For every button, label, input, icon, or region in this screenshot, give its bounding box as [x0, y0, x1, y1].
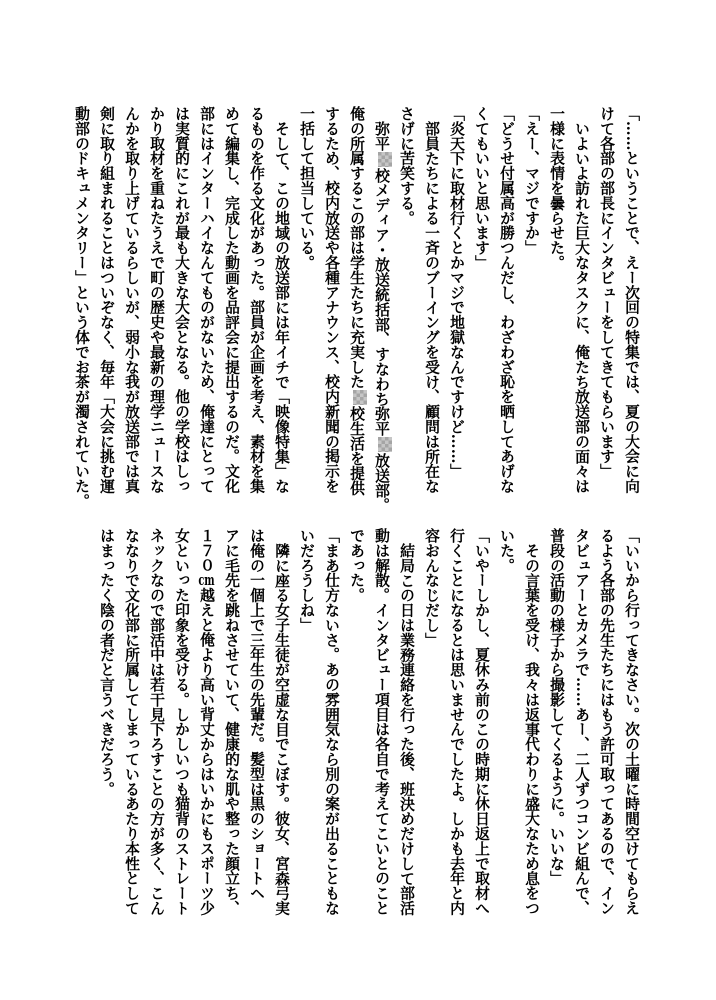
- text-column-top-3: [569, 106, 594, 513]
- text-column-bottom-14: [294, 528, 319, 926]
- text-run: １７０: [198, 528, 215, 573]
- text-column-top-13: [319, 106, 344, 498]
- text-run: 「……ということで、えー次回の特集では、夏の大会に向: [623, 106, 640, 494]
- text-column-top-23: [69, 106, 94, 509]
- text-column-top-17: [219, 106, 244, 498]
- text-column-bottom-9: [419, 528, 444, 926]
- tate-chu-yoko-text: cm: [198, 572, 215, 588]
- text-run: くてもいいと思います」: [473, 106, 490, 270]
- censored-text-block: [378, 437, 392, 452]
- text-run: そして、この地域の放送部には年イチで「映像特集」な: [273, 120, 290, 494]
- text-run: いだろうしね」: [298, 528, 315, 633]
- text-column-top-16: [244, 106, 269, 498]
- text-run: 隣に座る女子生徒が空虚な目でこぼす。彼女、宮森弓実: [273, 542, 290, 916]
- text-column-top-21: [119, 106, 144, 498]
- text-column-top-9: [419, 106, 444, 513]
- text-band-top: [69, 106, 644, 513]
- text-run: ネックなので部活中は若干見下ろすことの方が多く、こん: [148, 528, 165, 916]
- text-run: 一括して担当している。: [298, 106, 315, 270]
- text-column-bottom-18: [194, 528, 219, 926]
- text-column-top-19: [169, 106, 194, 498]
- text-column-bottom-13: [319, 528, 344, 926]
- text-run: 部員たちによる一斉のブーイングを受け、顧問は所在な: [423, 120, 440, 494]
- text-column-bottom-3: [569, 528, 594, 926]
- text-column-bottom-1: [619, 528, 644, 926]
- text-run: 「えー、マジですか」: [523, 106, 540, 255]
- text-column-bottom-12: [344, 528, 369, 926]
- text-run: は俺の一個上で三年生の先輩だ。髪型は黒のショートヘ: [248, 528, 265, 901]
- text-run: 剣に取り組まれることはついぞなく、毎年「大会に挑む運: [98, 106, 115, 494]
- text-column-top-22: [94, 106, 119, 498]
- censored-text-block: [353, 390, 367, 405]
- text-band-bottom: [94, 528, 644, 926]
- text-column-top-18: [194, 106, 219, 498]
- text-column-bottom-7: [469, 528, 494, 926]
- text-column-bottom-21: [119, 528, 144, 926]
- text-run: 一様に表情を曇らせた。: [548, 106, 565, 270]
- text-column-top-5: [519, 106, 544, 498]
- text-column-bottom-11: [369, 528, 394, 926]
- text-column-bottom-4: [544, 528, 569, 926]
- text-column-top-4: [544, 106, 569, 498]
- text-run: けて各部の部長にインタビューをしてきてもらいます」: [598, 106, 615, 479]
- text-column-bottom-2: [594, 528, 619, 926]
- text-column-top-7: [469, 106, 494, 498]
- text-run: 放送部。: [373, 452, 390, 513]
- text-run: は実質的にこれが最も大きな大会となる。他の学校はしっ: [173, 106, 190, 494]
- text-run: 校メディア・放送統括部、すなわち弥平: [373, 167, 390, 436]
- text-run: いた。: [498, 528, 515, 573]
- text-run: 越えと俺より高い背丈からはいかにもスポーツ少: [198, 587, 215, 916]
- text-column-top-11: [369, 106, 394, 513]
- text-run: 弥平: [373, 120, 390, 151]
- text-run: はまったく陰の者だと言うべきだろう。: [98, 528, 115, 797]
- text-run: 容おんなじだし」: [423, 528, 440, 648]
- text-column-bottom-6: [494, 528, 519, 926]
- text-run: 「どうせ付属高が勝つんだし、わざわざ恥を晒してあげな: [498, 106, 515, 494]
- text-run: 「炎天下に取材行くとかマジで地獄なんですけど……」: [448, 106, 465, 479]
- text-run: めて編集し、完成した動画を品評会に提出するのだ。文化: [223, 106, 240, 494]
- text-run: 動部のドキュメンタリー」という体でお茶が濁されていた。: [73, 106, 90, 509]
- text-run: ななりで文化部に所属してしまっているあたり本性として: [123, 528, 140, 916]
- text-run: 校生活を提供: [348, 406, 365, 496]
- text-column-bottom-22: [94, 528, 119, 926]
- text-run: であった。: [348, 528, 365, 603]
- text-column-top-14: [294, 106, 319, 498]
- text-column-top-2: [594, 106, 619, 498]
- text-column-top-20: [144, 106, 169, 498]
- text-run: んかを取り上げているらしいが、弱小な我が放送部では真: [123, 106, 140, 494]
- text-column-bottom-5: [519, 528, 544, 941]
- text-run: 普段の活動の様子から撮影してくるように。いいな」: [548, 528, 565, 886]
- text-run: いよいよ訪れた巨大なタスクに、俺たち放送部の面々は: [573, 120, 590, 494]
- text-column-bottom-8: [444, 528, 469, 926]
- text-column-bottom-19: [169, 528, 194, 926]
- text-run: 女といった印象を受ける。しかしいつも猫背のストレート: [173, 528, 190, 916]
- text-run: 「いやーしかし、夏休み前のこの時期に休日返上で取材へ: [473, 528, 490, 916]
- censored-text-block: [378, 152, 392, 167]
- text-run: 結局この日は業務連絡を行った後、班決めだけして部活: [398, 542, 415, 916]
- text-run: 部にはインターハイなんてものがないため、俺達にとって: [198, 106, 215, 494]
- text-run: アに毛先を跳ねさせていて、健康的な肌や整った顔立ち、: [223, 528, 240, 916]
- text-column-top-12: [344, 106, 369, 498]
- text-run: タビュアーとカメラで……あー、二人ずつコンビ組んで、: [573, 528, 590, 916]
- text-run: るよう各部の先生たちにはもう許可取ってあるので、イン: [598, 528, 615, 916]
- text-run: るものを作る文化があった。部員が企画を考え、素材を集: [248, 106, 265, 494]
- text-run: さげに苦笑する。: [398, 106, 415, 226]
- text-run: 俺の所属するこの部は学生たちに充実した: [348, 106, 365, 390]
- text-run: 行くことになるとは思いませんでしたよ。しかも去年と内: [448, 528, 465, 916]
- text-run: その言葉を受け、我々は返事代わりに盛大なため息をつ: [523, 542, 540, 916]
- text-column-top-10: [394, 106, 419, 498]
- text-column-bottom-17: [219, 528, 244, 926]
- text-column-top-8: [444, 106, 469, 498]
- text-run: 「まあ仕方ないさ。あの雰囲気なら別の案が出ることもな: [323, 528, 340, 916]
- text-column-top-6: [494, 106, 519, 498]
- text-column-bottom-20: [144, 528, 169, 926]
- text-run: 「いいから行ってきなさい。次の土曜に時間空けてもらえ: [623, 528, 640, 916]
- text-run: するため、校内放送や各種アナウンス、校内新聞の掲示を: [323, 106, 340, 494]
- text-column-top-1: [619, 106, 644, 498]
- text-column-bottom-10: [394, 528, 419, 941]
- text-run: かり取材を重ねたうえで町の歴史や最新の理学ニュースな: [148, 106, 165, 494]
- text-column-bottom-15: [269, 528, 294, 941]
- text-run: 動は解散。インタビュー項目は各自で考えてこいとのこと: [373, 528, 390, 916]
- text-column-top-15: [269, 106, 294, 513]
- text-column-bottom-16: [244, 528, 269, 926]
